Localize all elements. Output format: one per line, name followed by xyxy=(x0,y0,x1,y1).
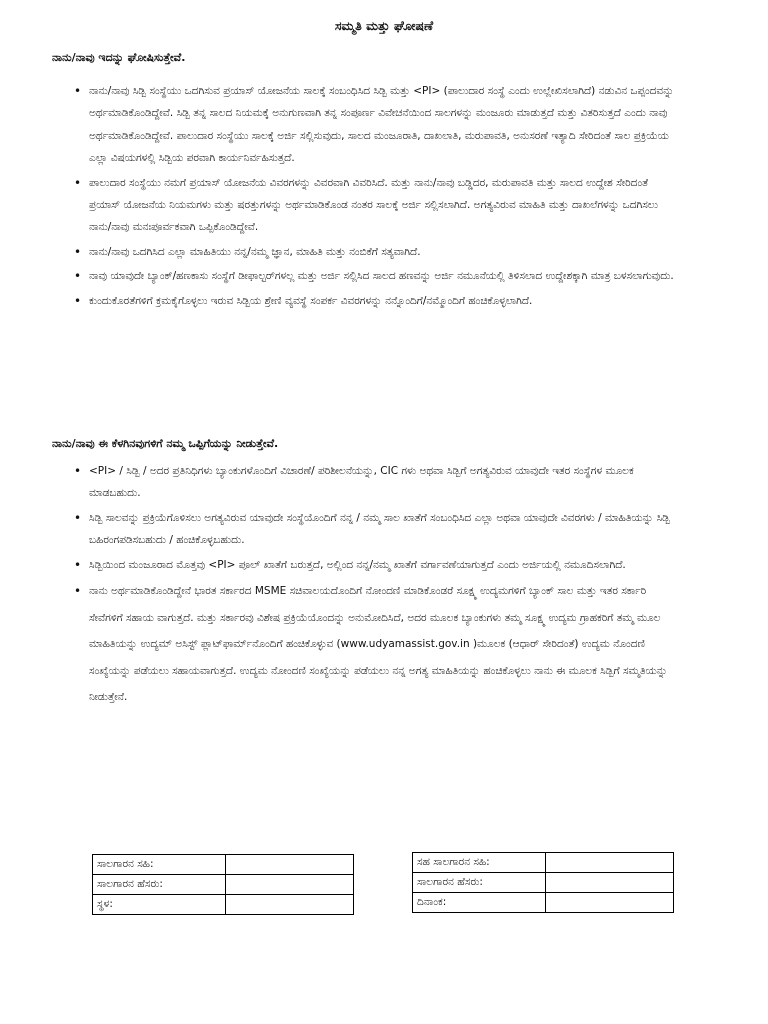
list-item-text: ನಾವು ಯಾವುದೇ ಬ್ಯಾಂಕ್/ಹಣಕಾಸು ಸಂಸ್ಥೆಗೆ ಡೀಫಾಲ್ಟರ್‌ಗಳಲ್ಲ ಮತ್ತು ಅರ್ಜಿ ಸಲ್ಲಿಸಿದ ಸಾಲದ ಹಣವನ್ನು ಅರ್ಜಿ ನಮೂನೆಯಲ್ಲಿ ತಿಳಿಸಲಾದ ಉದ್ದೇಶಕ್ಕಾಗಿ ಮಾತ್ರ ಬಳಸಲಾಗುವುದು. xyxy=(89,270,674,283)
list-item-text: ನಾನು ಅರ್ಥಮಾಡಿಕೊಂಡಿದ್ದೇನೆ ಭಾರತ ಸರ್ಕಾರದ MSME ಸಚಿವಾಲಯದೊಂದಿಗೆ ನೋಂದಣಿ ಮಾಡಿಕೊಂಡರೆ ಸೂಕ್ಷ್ಮ ಉದ್ಯಮಗಳಿಗೆ ಬ್ಯಾಂಕ್ ಸಾಲ ಮತ್ತು ಇತರ ಸರ್ಕಾರಿ ಸೇವೆಗಳಿಗೆ ಸಹಾಯ ವಾಗುತ್ತದೆ. ಮತ್ತು ಸರ್ಕಾರವು ವಿಶೇಷ ಪ್ರಕ್ರಿಯೆಯೊಂದನ್ನು ಅನುಮೋದಿಸಿದೆ, ಅದರ ಮೂಲಕ ಬ್ಯಾಂಕುಗಳು ತಮ್ಮ ಸೂಕ್ಷ್ಮ ಉದ್ಯಮ ಗ್ರಾಹಕರಿಗೆ ತಮ್ಮ ಮೂಲ ಮಾಹಿತಿಯನ್ನು ಉದ್ಯಮ್ ಅಸಿಸ್ಟ್ ಪ್ಲಾಟ್‌ಫಾರ್ಮ್‌ನೊಂದಿಗೆ ಹಂಚಿಕೊಳ್ಳುವ (www.udyamassist.gov.in )ಮೂಲಕ (ಆಧಾರ್ ಸೇರಿದಂತೆ) ಉದ್ಯಮ ನೊಂದಣಿ ಸಂಖ್ಯೆಯನ್ನು ಪಡೆಯಲು ಸಹಾಯವಾಗುತ್ತದೆ. ಉದ್ಯಮ ನೋಂದಣಿ ಸಂಖ್ಯೆಯನ್ನು ಪಡೆಯಲು ನನ್ನ ಅಗತ್ಯ ಮಾಹಿತಿಯನ್ನು ಹಂಚಿಕೊಳ್ಳಲು ನಾನು ಈ ಮೂಲಕ ಸಿಡ್ಬಿಗೆ ಸಮ್ಮತಿಯನ್ನು ನೀಡುತ್ತೇನೆ. xyxy=(89,585,668,704)
list-item-text: ಕುಂದುಕೊರತೆಗಳಿಗೆ ಕ್ರಮಕೈಗೊಳ್ಳಲು ಇರುವ ಸಿಡ್ಬಿಯ ಶ್ರೇಣಿ ವ್ಯವಸ್ಥೆ ಸಂಪರ್ಕ ವಿವರಗಳನ್ನು ನನ್ನೊಂದಿಗೆ/ನಮ್ಮೊಂದಿಗೆ ಹಂಚಿಕೊಳ್ಳಲಾಗಿದೆ. xyxy=(89,294,533,307)
list-item-text: ಸಿಡ್ಬಿಯಿಂದ ಮಂಜೂರಾದ ಮೊತ್ತವು <PI> ಪೂಲ್ ಖಾತೆಗೆ ಬರುತ್ತದೆ, ಅಲ್ಲಿಂದ ನನ್ನ/ನಮ್ಮ ಖಾತೆಗೆ ವರ್ಗಾವಣೆಯಾಗುತ್ತದೆ ಎಂದು ಅರ್ಜಿಯಲ್ಲಿ ನಮೂದಿಸಲಾಗಿದೆ. xyxy=(89,558,626,571)
name-label: ಸಾಲಗಾರನ ಹೆಸರು: xyxy=(413,873,546,893)
bullet-icon: • xyxy=(74,464,82,478)
list-item xyxy=(52,265,682,287)
name-field[interactable] xyxy=(546,873,674,893)
bullet-icon: • xyxy=(74,84,82,98)
table-row xyxy=(413,873,674,893)
list-item xyxy=(52,554,682,576)
bullet-icon: • xyxy=(74,557,82,572)
bullet-icon: • xyxy=(74,584,82,599)
place-label: ಸ್ಥಳ: xyxy=(93,895,226,915)
date-field[interactable] xyxy=(546,893,674,913)
list-item xyxy=(52,507,682,552)
list-item xyxy=(52,241,682,263)
list-item-text: ನಾನು/ನಾವು ಸಿಡ್ಬಿ ಸಂಸ್ಥೆಯು ಒದಗಿಸುವ ಪ್ರಯಾಸ್ ಯೋಜನೆಯ ಸಾಲಕ್ಕೆ ಸಂಬಂಧಿಸಿದ ಸಿಡ್ಬಿ ಮತ್ತು <PI> (ಪಾಲುದಾರ ಸಂಸ್ಥೆ ಎಂದು ಉಲ್ಲೇಖಿಸಲಾಗಿದೆ) ನಡುವಿನ ಒಪ್ಪಂದವನ್ನು ಅರ್ಥಮಾಡಿಕೊಂಡಿದ್ದೇವೆ. ಸಿಡ್ಬಿ ತನ್ನ ಸಾಲದ ನಿಯಮಕ್ಕೆ ಅನುಗುಣವಾಗಿ ತನ್ನ ಸಂಪೂರ್ಣ ವಿವೇಚನೆಯಿಂದ ಸಾಲಗಳನ್ನು ಮಂಜೂರು ಮಾಡುತ್ತದೆ ಮತ್ತು ವಿತರಿಸುತ್ತದೆ ಎಂದು ನಾವು ಅರ್ಥಮಾಡಿಕೊಂಡಿದ್ದೇವೆ. ಪಾಲುದಾರ ಸಂಸ್ಥೆಯು ಸಾಲಕ್ಕೆ ಅರ್ಜಿ ಸಲ್ಲಿಸುವುದು, ಸಾಲದ ಮಂಜೂರಾತಿ, ದಾಖಲಾತಿ, ಮರುಪಾವತಿ, ಅನುಸರಣೆ ಇತ್ಯಾದಿ ಸೇರಿದಂತೆ ಸಾಲ ಪ್ರಕ್ರಿಯೆಯ ಎಲ್ಲಾ ವಿಷಯಗಳಲ್ಲಿ ಸಿಡ್ಬಿಯ ಪರವಾಗಿ ಕಾರ್ಯನಿರ್ವಹಿಸುತ್ತದೆ. xyxy=(89,85,674,165)
declaration-heading: ನಾನು/ನಾವು ಇದನ್ನು ಘೋಷಿಸುತ್ತೇವೆ. xyxy=(52,51,186,64)
bullet-icon: • xyxy=(74,510,82,525)
page-title: ಸಮ್ಮತಿ ಮತ್ತು ಘೋಷಣೆ xyxy=(334,18,434,33)
bullet-icon: • xyxy=(74,175,82,190)
list-item-text: ನಾನು/ನಾವು ಒದಗಿಸಿದ ಎಲ್ಲಾ ಮಾಹಿತಿಯು ನನ್ನ/ನಮ್ಮ ಜ್ಞಾನ, ಮಾಹಿತಿ ಮತ್ತು ನಂಬಿಕೆಗೆ ಸತ್ಯವಾಗಿದೆ. xyxy=(89,245,421,258)
declaration-list xyxy=(52,80,682,314)
list-item xyxy=(52,80,682,170)
place-field[interactable] xyxy=(226,895,354,915)
table-row xyxy=(93,875,354,895)
bullet-icon: • xyxy=(74,293,82,308)
list-item-text: <PI> / ಸಿಡ್ಬಿ / ಅದರ ಪ್ರತಿನಿಧಿಗಳು ಬ್ಯಾಂಕುಗಳೊಂದಿಗೆ ವಿಚಾರಣೆ/ ಪರಿಶೀಲನೆಯನ್ನು, CIC ಗಳು ಅಥವಾ ಸಿಡ್ಬಿಗೆ ಅಗತ್ಯವಿರುವ ಯಾವುದೇ ಇತರ ಸಂಸ್ಥೆಗಳ ಮೂಲಕ ಮಾಡಬಹುದು. xyxy=(89,465,634,500)
list-item-text: ಪಾಲುದಾರ ಸಂಸ್ಥೆಯು ನಮಗೆ ಪ್ರಯಾಸ್ ಯೋಜನೆಯ ವಿವರಗಳನ್ನು ವಿವರವಾಗಿ ವಿವರಿಸಿದೆ. ಮತ್ತು ನಾನು/ನಾವು ಬಡ್ಡಿದರ, ಮರುಪಾವತಿ ಮತ್ತು ಸಾಲದ ಉದ್ದೇಶ ಸೇರಿದಂತೆ ಪ್ರಯಾಸ್ ಯೋಜನೆಯ ನಿಯಮಗಳು ಮತ್ತು ಷರತ್ತುಗಳನ್ನು ಅರ್ಥಮಾಡಿಕೊಂಡ ನಂತರ ಸಾಲಕ್ಕೆ ಅರ್ಜಿ ಸಲ್ಲಿಸಲಾಗಿದೆ. ಅಗತ್ಯವಿರುವ ಮಾಹಿತಿ ಮತ್ತು ದಾಖಲೆಗಳನ್ನು ಒದಗಿಸಲು ನಾನು/ನಾವು ಮನಃಪೂರ್ವಕವಾಗಿ ಒಪ್ಪಿಕೊಂಡಿದ್ದೇವೆ. xyxy=(89,176,658,234)
list-item xyxy=(52,460,682,505)
co-signature-field[interactable] xyxy=(546,853,674,873)
signature-label: ಸಾಲಗಾರನ ಸಹಿ: xyxy=(93,855,226,875)
table-row xyxy=(413,853,674,873)
name-field[interactable] xyxy=(226,875,354,895)
bullet-icon: • xyxy=(74,244,82,259)
name-label: ಸಾಲಗಾರನ ಹೆಸರು: xyxy=(93,875,226,895)
co-borrower-signature-table xyxy=(412,852,674,913)
table-row xyxy=(413,893,674,913)
co-signature-label: ಸಹ ಸಾಲಗಾರನ ಸಹಿ: xyxy=(413,853,546,873)
list-item xyxy=(52,290,682,312)
consent-heading: ನಾನು/ನಾವು ಈ ಕೆಳಗಿನವುಗಳಿಗೆ ನಮ್ಮ ಒಪ್ಪಿಗೆಯನ್ನು ನೀಡುತ್ತೇವೆ. xyxy=(52,437,279,450)
list-item xyxy=(52,172,682,239)
list-item xyxy=(52,578,682,711)
borrower-signature-table xyxy=(92,854,354,915)
table-row xyxy=(93,855,354,875)
list-item-text: ಸಿಡ್ಬಿ ಸಾಲವನ್ನು ಪ್ರಕ್ರಿಯೆಗೊಳಿಸಲು ಅಗತ್ಯವಿರುವ ಯಾವುದೇ ಸಂಸ್ಥೆಯೊಂದಿಗೆ ನನ್ನ / ನಮ್ಮ ಸಾಲ ಖಾತೆಗೆ ಸಂಬಂಧಿಸಿದ ಎಲ್ಲಾ ಅಥವಾ ಯಾವುದೇ ವಿವರಗಳು / ಮಾಹಿತಿಯನ್ನು ಸಿಡ್ಬಿ ಬಹಿರಂಗಪಡಿಸಬಹುದು / ಹಂಚಿಕೊಳ್ಳಬಹುದು. xyxy=(89,511,670,547)
table-row xyxy=(93,895,354,915)
bullet-icon: • xyxy=(74,269,82,284)
date-label: ದಿನಾಂಕ: xyxy=(413,893,546,913)
signature-field[interactable] xyxy=(226,855,354,875)
consent-list xyxy=(52,460,682,713)
